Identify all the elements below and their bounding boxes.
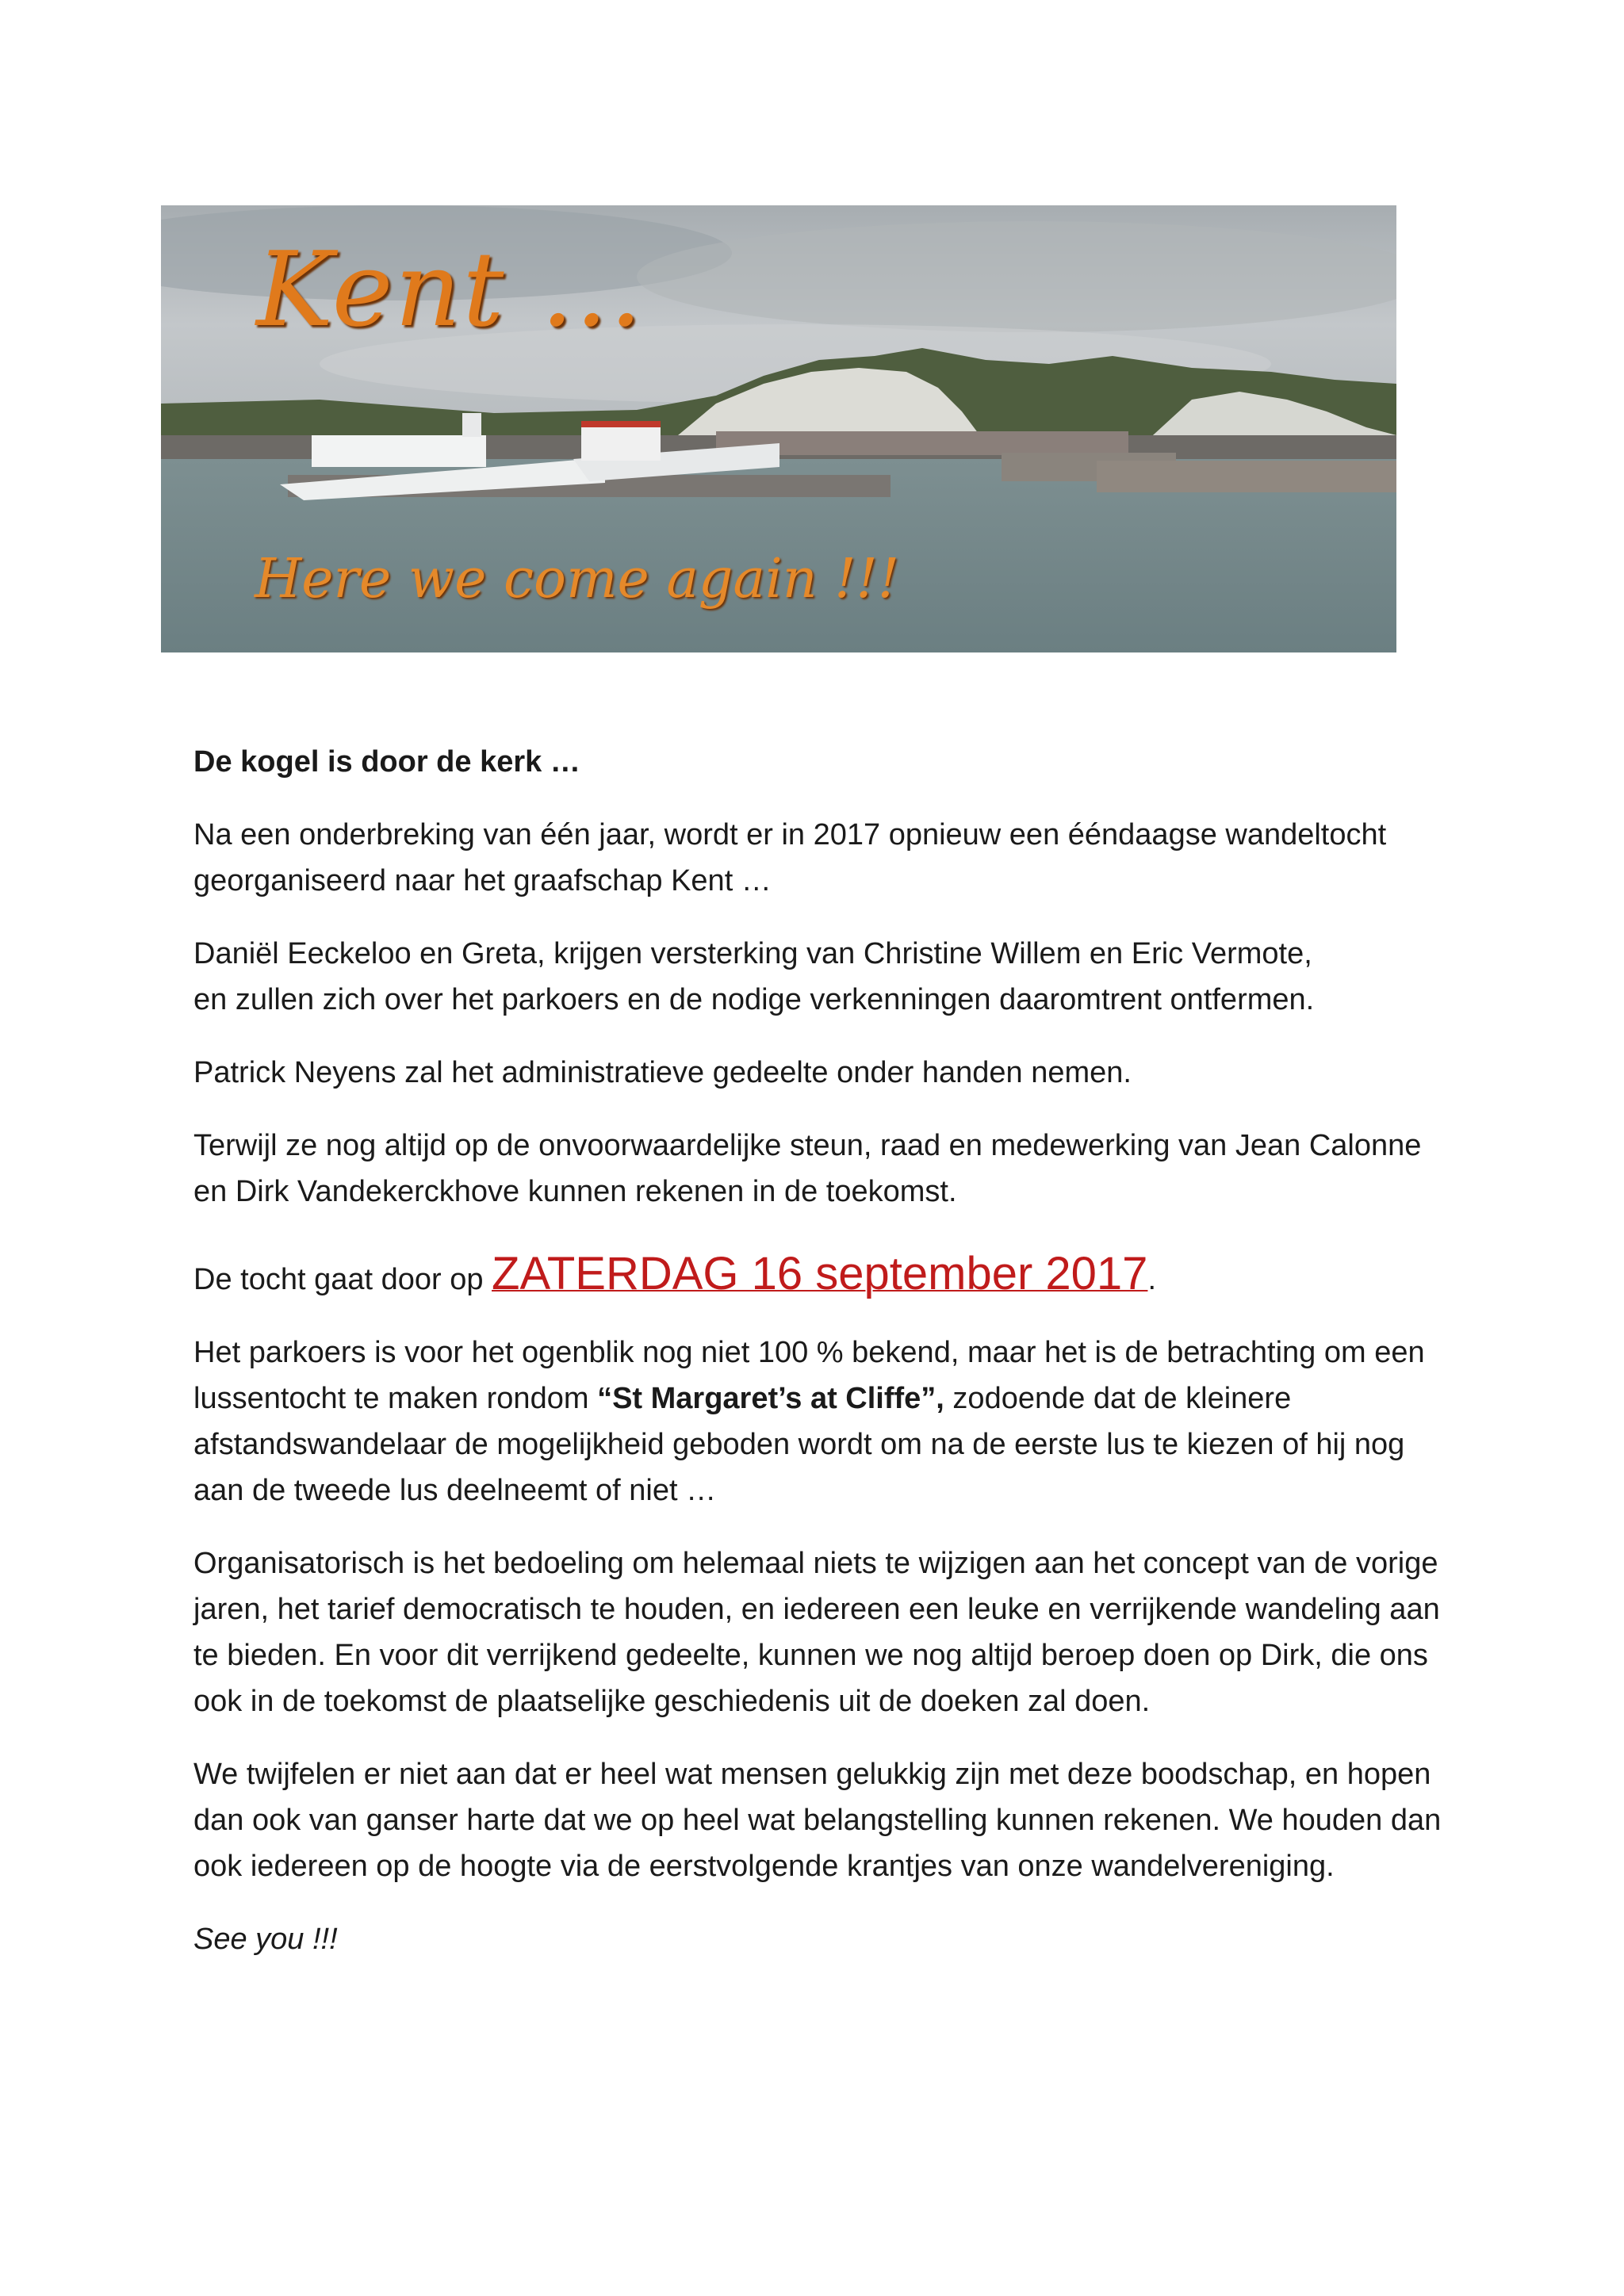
paragraph-closing: We twijfelen er niet aan dat er heel wat mensen gelukkig zijn met deze boodschap, en hopen dan ook van ganser harte dat we op heel wat belangstelling kunnen rekenen. We houden dan ook iedereen op de hoogte via de eerstvolgende krantjes van onze wandelvereniging. (193, 1758, 1442, 1883)
paragraph-intro: Na een onderbreking van één jaar, wordt er in 2017 opnieuw een ééndaagse wandeltocht georganiseerd naar het graafschap Kent … (193, 818, 1387, 897)
article-body (193, 739, 1446, 1989)
paragraph-organizers (193, 931, 1446, 1023)
event-date: ZATERDAG 16 september 2017 (492, 1248, 1148, 1299)
route-text-1: Het parkoers is voor het ogenblik nog niet 100 % bekend, maar het is de betrachting om een lussentocht te maken rondom (193, 1336, 1425, 1415)
paragraph-date (193, 1248, 1446, 1303)
banner-image (161, 205, 1396, 652)
banner-title: Kent … (256, 229, 645, 350)
article-heading: De kogel is door de kerk … (193, 745, 580, 779)
paragraph-organization: Organisatorisch is het bedoeling om helemaal niets te wijzigen aan het concept van de vorige jaren, het tarief democratisch te houden, en iedereen een leuke en verrijkende wandeling aan te bieden. En voor dit verrijkend gedeelte, kunnen we nog altijd beroep doen op Dirk, die ons ook in de toekomst de plaatselijke geschiedenis uit de doeken zal doen. (193, 1547, 1440, 1718)
paragraph-organizers-line2: en zullen zich over het parkoers en de nodige verkenningen daaromtrent ontfermen. (193, 983, 1315, 1016)
paragraph-route (193, 1330, 1446, 1513)
paragraph-organizers-line1: Daniël Eeckeloo en Greta, krijgen versterking van Christine Willem en Eric Vermote, (193, 937, 1312, 970)
date-prefix: De tocht gaat door op (193, 1263, 492, 1296)
signoff: See you !!! (193, 1923, 338, 1956)
route-text-2: zodoende dat de kleinere afstandswandelaar de mogelijkheid geboden wordt om na de eerste lus te kiezen of hij nog aan de tweede lus deelneemt of niet … (193, 1382, 1405, 1507)
paragraph-support: Terwijl ze nog altijd op de onvoorwaardelijke steun, raad en medewerking van Jean Calonne en Dirk Vandekerckhove kunnen rekenen in de toekomst. (193, 1129, 1422, 1208)
route-location: “St Margaret’s at Cliffe”, (597, 1382, 944, 1415)
banner-subtitle: Here we come again !!! (255, 548, 900, 610)
paragraph-administration: Patrick Neyens zal het administratieve gedeelte onder handen nemen. (193, 1056, 1132, 1089)
date-suffix: . (1147, 1263, 1156, 1296)
